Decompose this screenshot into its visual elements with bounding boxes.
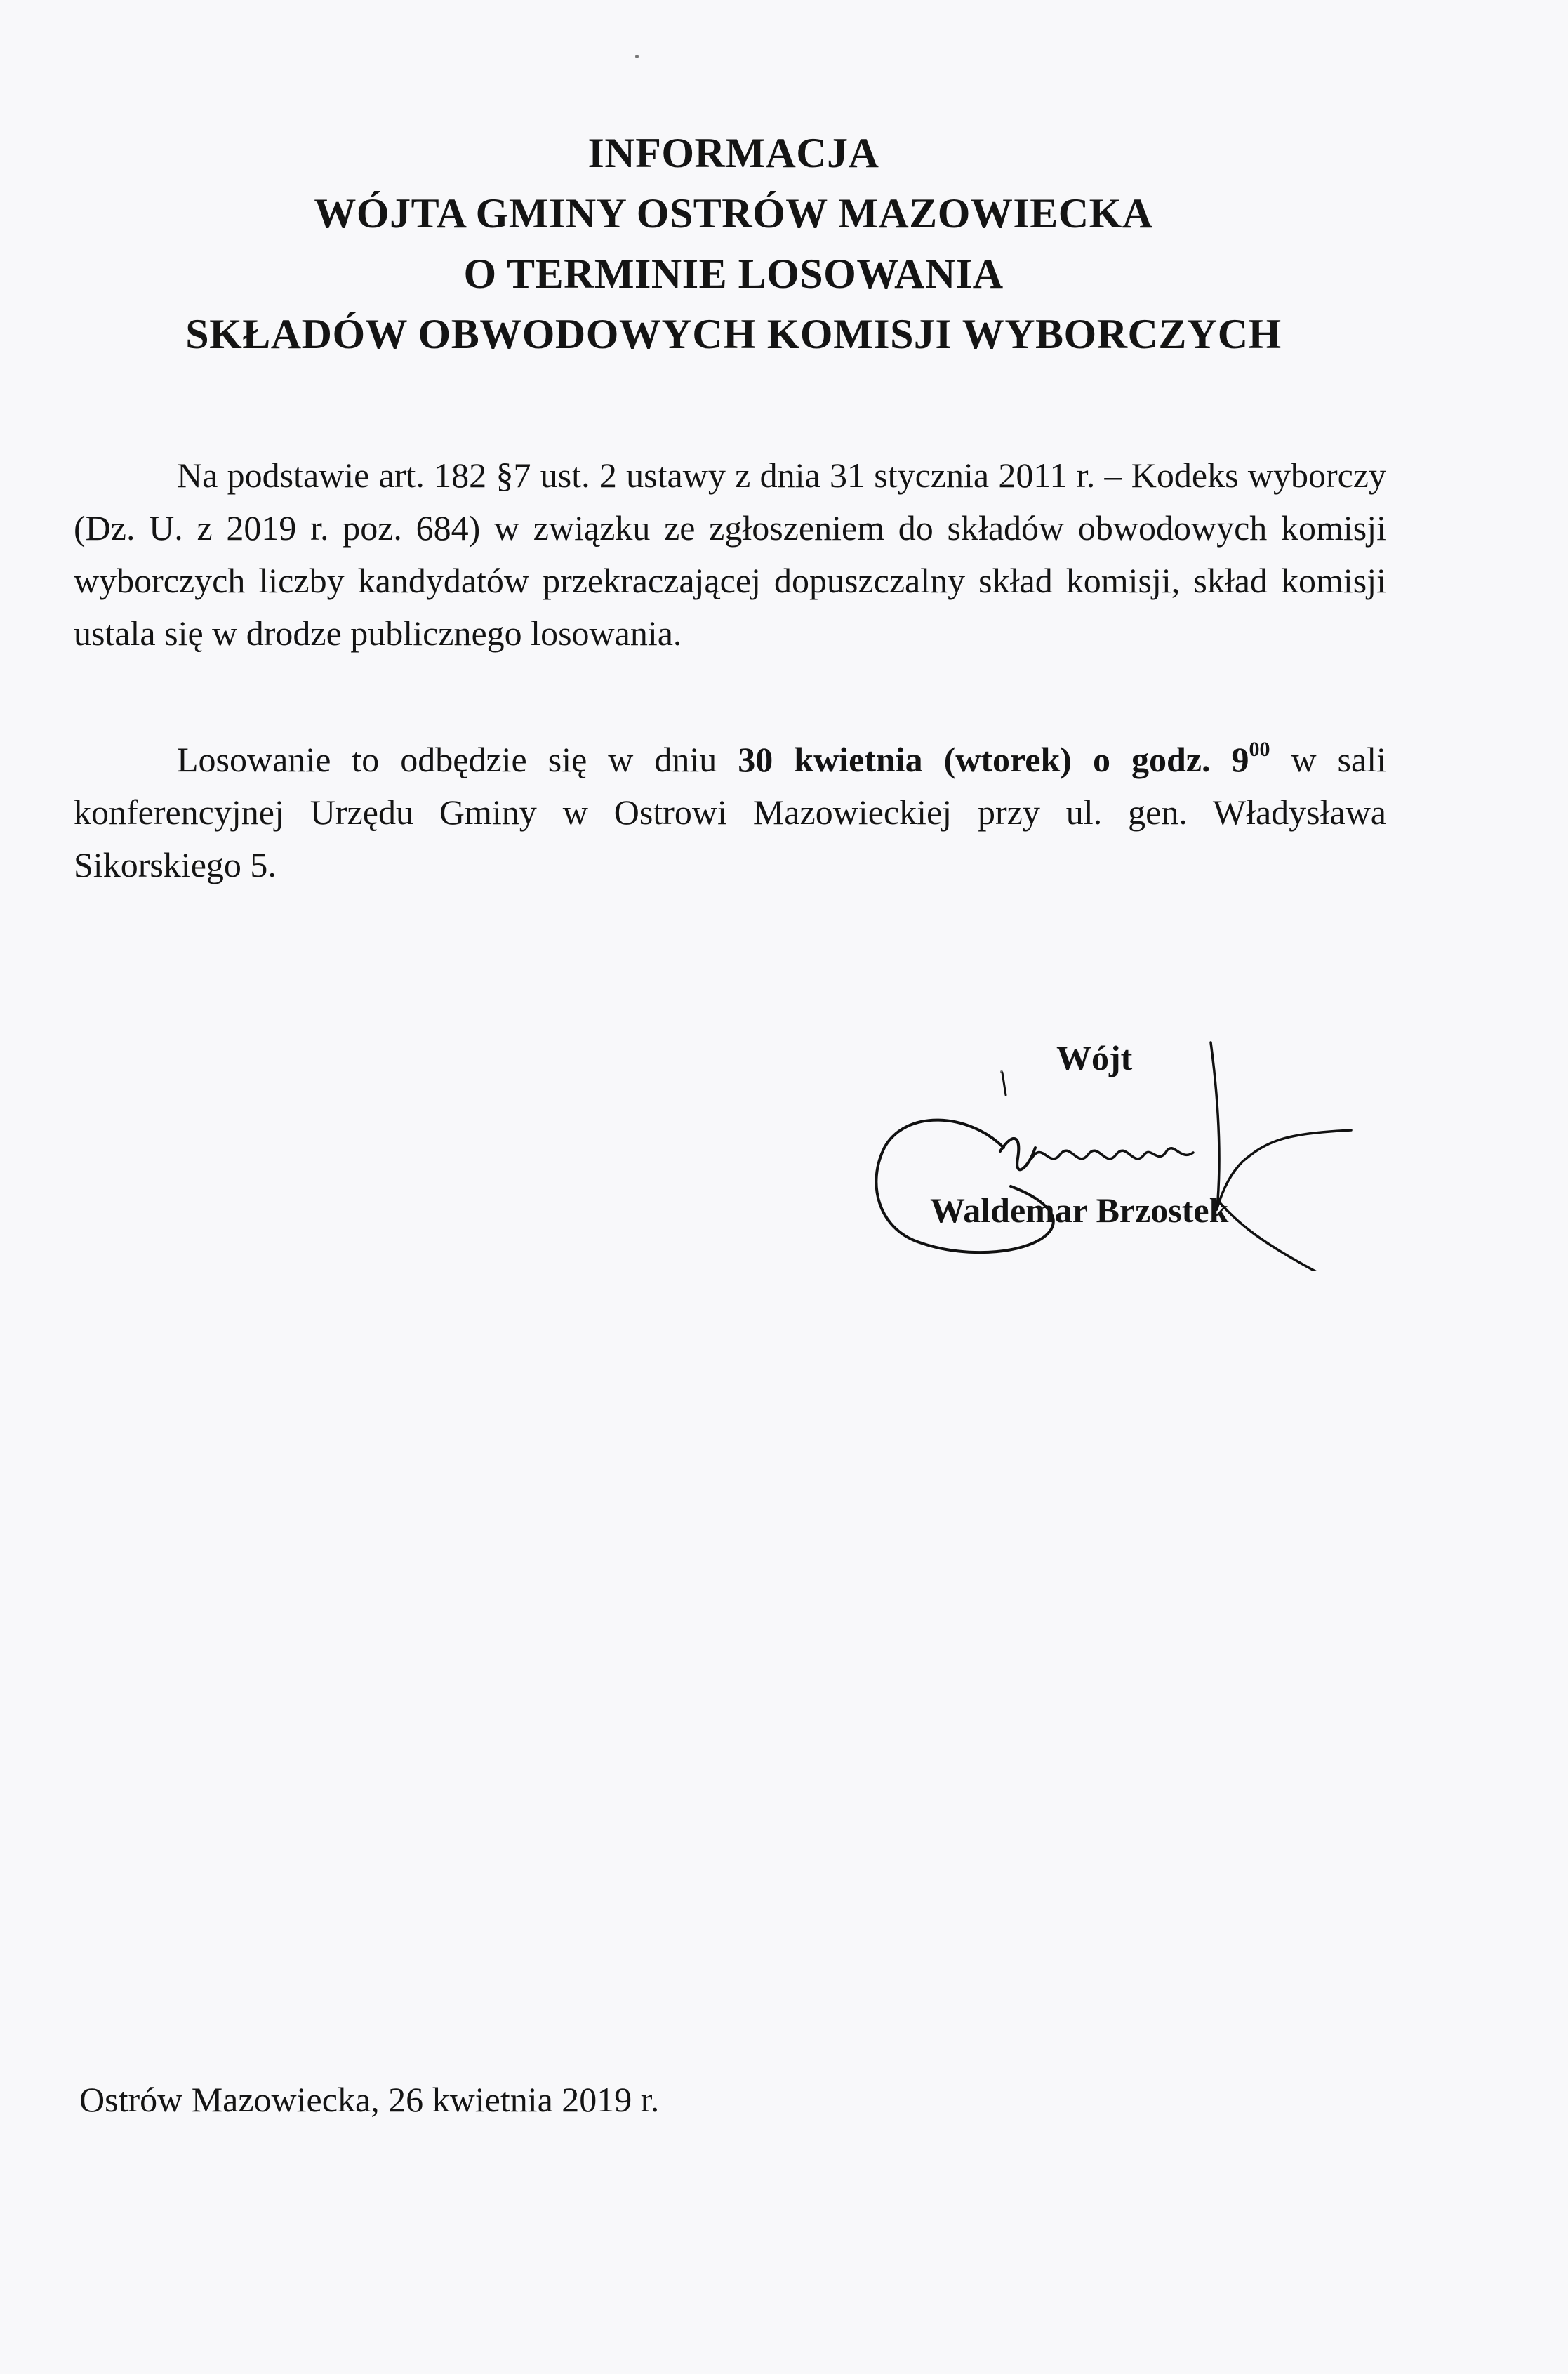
draw-date-paragraph <box>74 734 1386 891</box>
signatory-role: Wójt <box>1056 1038 1133 1077</box>
title-line-1: INFORMACJA <box>587 130 879 176</box>
scan-speck <box>635 55 639 58</box>
place-and-date: Ostrów Mazowiecka, 26 kwietnia 2019 r. <box>79 2080 660 2119</box>
draw-date-time: 30 kwietnia (wtorek) o godz. 9 <box>738 740 1249 779</box>
signatory-name: Waldemar Brzostek <box>930 1191 1229 1230</box>
draw-date-prefix: Losowanie to odbędzie się w dniu <box>177 740 738 779</box>
document-title <box>0 123 1467 364</box>
title-line-3: O TERMINIE LOSOWANIA <box>463 251 1004 297</box>
handwritten-signature <box>863 1018 1369 1271</box>
draw-time-minutes: 00 <box>1249 738 1270 761</box>
draw-location: w sali konferencyjnej Urzędu Gminy w Ostrowi Mazowieckiej przy ul. gen. Władysława Sikorskiego 5. <box>74 740 1386 884</box>
legal-basis-paragraph: Na podstawie art. 182 §7 ust. 2 ustawy z dnia 31 stycznia 2011 r. – Kodeks wyborczy (Dz. U. z 2019 r. poz. 684) w związku ze zgłoszeniem do składów obwodowych komisji wyborczych liczby kandydatów przekraczającej dopuszczalny skład komisji, skład komisji ustala się w drodze publicznego losowania. <box>74 456 1386 653</box>
title-line-2: WÓJTA GMINY OSTRÓW MAZOWIECKA <box>314 190 1153 237</box>
title-line-4: SKŁADÓW OBWODOWYCH KOMISJI WYBORCZYCH <box>185 311 1282 357</box>
